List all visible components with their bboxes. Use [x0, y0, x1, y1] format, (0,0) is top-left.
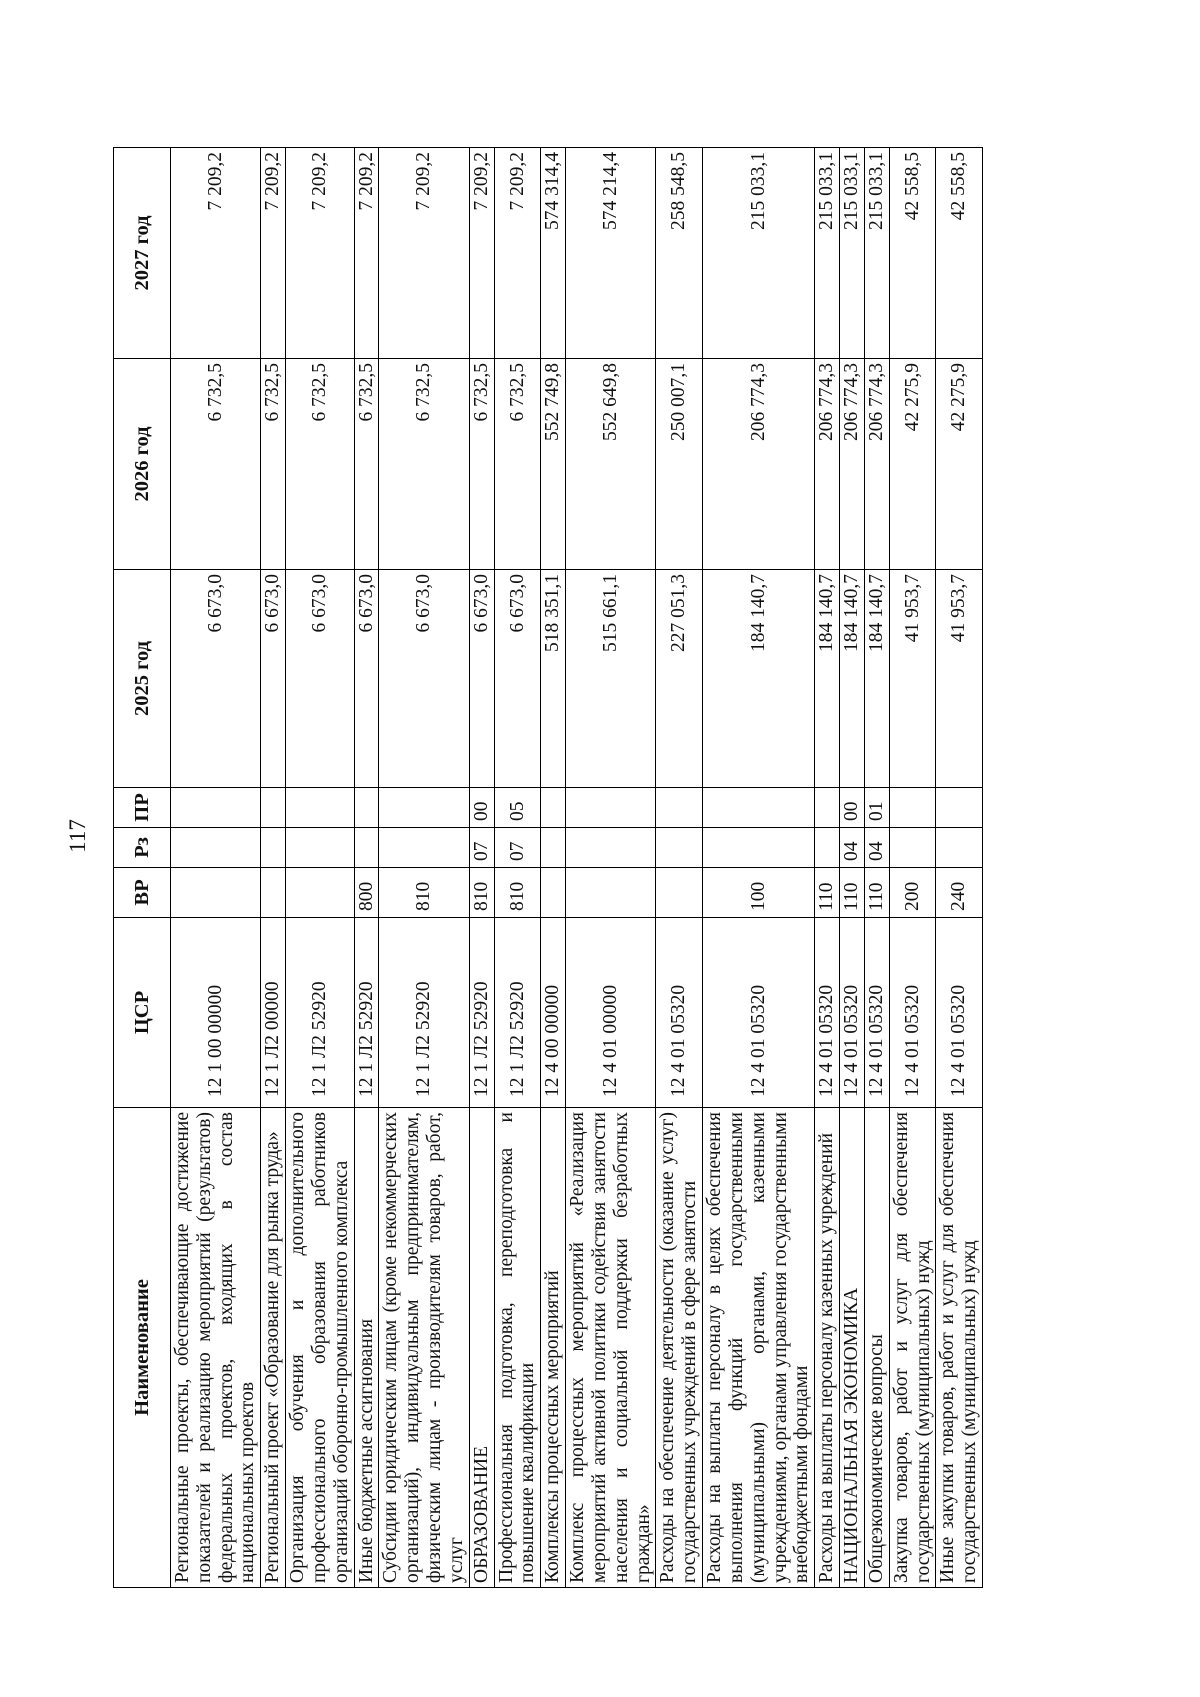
- row-pr: 05: [494, 788, 541, 828]
- row-vr: 100: [703, 868, 815, 918]
- row-rz: [354, 828, 379, 868]
- row-csr: 12 1 Л2 00000: [261, 918, 286, 1108]
- row-2025: 41 953,7: [889, 570, 936, 788]
- header-2025: 2025 год: [114, 570, 171, 788]
- row-2025: 184 140,7: [815, 570, 840, 788]
- table-row: [656, 148, 703, 1588]
- row-2026: 6 732,5: [494, 359, 541, 570]
- table-row: [494, 148, 541, 1588]
- row-vr: 110: [815, 868, 840, 918]
- row-2026: 552 649,8: [566, 359, 656, 570]
- table-header-row: [114, 148, 171, 1588]
- row-2026: 6 732,5: [469, 359, 494, 570]
- row-pr: [656, 788, 703, 828]
- table-row: [703, 148, 815, 1588]
- header-2027: 2027 год: [114, 148, 171, 359]
- row-name: НАЦИОНАЛЬНАЯ ЭКОНОМИКА: [840, 1108, 865, 1588]
- row-csr: 12 4 01 05320: [864, 918, 889, 1108]
- table-row: [541, 148, 566, 1588]
- row-name: Комплекс процессных мероприятий «Реализация мероприятий активной политики содействия занятости населения и социальной поддержки безработных граждан»: [566, 1108, 656, 1588]
- row-vr: 110: [840, 868, 865, 918]
- row-pr: [936, 788, 983, 828]
- row-name: Иные закупки товаров, работ и услуг для обеспечения государственных (муниципальных) нужд: [936, 1108, 983, 1588]
- row-rz: 07: [494, 828, 541, 868]
- row-2027: 7 209,2: [354, 148, 379, 359]
- header-name: Наименование: [114, 1108, 171, 1588]
- row-csr: 12 4 00 00000: [541, 918, 566, 1108]
- budget-table: [113, 147, 983, 1588]
- row-rz: [889, 828, 936, 868]
- row-2027: 42 558,5: [936, 148, 983, 359]
- table-row: [469, 148, 494, 1588]
- row-csr: 12 4 01 05320: [840, 918, 865, 1108]
- row-rz: [656, 828, 703, 868]
- row-pr: [171, 788, 261, 828]
- row-2025: 6 673,0: [379, 570, 469, 788]
- row-2025: 6 673,0: [261, 570, 286, 788]
- row-2027: 574 314,4: [541, 148, 566, 359]
- row-name: Субсидии юридическим лицам (кроме некоммерческих организаций), индивидуальным предпринимателям, физическим лицам - производителям товаров, работ, услуг: [379, 1108, 469, 1588]
- row-csr: 12 1 00 00000: [171, 918, 261, 1108]
- row-vr: [541, 868, 566, 918]
- row-2026: 6 732,5: [379, 359, 469, 570]
- row-rz: [566, 828, 656, 868]
- row-2027: 215 033,1: [703, 148, 815, 359]
- table-row: [936, 148, 983, 1588]
- row-vr: 110: [864, 868, 889, 918]
- row-pr: 00: [840, 788, 865, 828]
- row-2027: 7 209,2: [469, 148, 494, 359]
- page-number: 117: [65, 819, 90, 853]
- table-row: [354, 148, 379, 1588]
- row-2025: 515 661,1: [566, 570, 656, 788]
- row-vr: 240: [936, 868, 983, 918]
- row-rz: [541, 828, 566, 868]
- row-2025: 6 673,0: [171, 570, 261, 788]
- row-pr: 00: [469, 788, 494, 828]
- table-row: [566, 148, 656, 1588]
- header-2026: 2026 год: [114, 359, 171, 570]
- row-2025: 184 140,7: [864, 570, 889, 788]
- rotated-page-content: [113, 148, 1065, 1588]
- row-rz: [261, 828, 286, 868]
- row-2026: 6 732,5: [286, 359, 354, 570]
- row-2025: 184 140,7: [703, 570, 815, 788]
- row-vr: 800: [354, 868, 379, 918]
- row-csr: 12 1 Л2 52920: [379, 918, 469, 1108]
- row-2026: 6 732,5: [261, 359, 286, 570]
- row-2025: 227 051,3: [656, 570, 703, 788]
- row-pr: [566, 788, 656, 828]
- row-vr: [286, 868, 354, 918]
- header-pr: ПР: [114, 788, 171, 828]
- row-pr: [261, 788, 286, 828]
- table-row: [815, 148, 840, 1588]
- row-pr: [889, 788, 936, 828]
- row-pr: [815, 788, 840, 828]
- row-2026: 42 275,9: [936, 359, 983, 570]
- row-name: Закупка товаров, работ и услуг для обеспечения государственных (муниципальных) нужд: [889, 1108, 936, 1588]
- row-2025: 518 351,1: [541, 570, 566, 788]
- row-2027: 574 214,4: [566, 148, 656, 359]
- row-csr: 12 4 01 05320: [889, 918, 936, 1108]
- row-2025: 6 673,0: [354, 570, 379, 788]
- row-vr: 810: [494, 868, 541, 918]
- row-name: ОБРАЗОВАНИЕ: [469, 1108, 494, 1588]
- row-pr: [354, 788, 379, 828]
- table-row: [261, 148, 286, 1588]
- row-vr: 810: [469, 868, 494, 918]
- row-name: Региональные проекты, обеспечивающие достижение показателей и реализацию мероприятий (результатов) федеральных проектов, входящих в состав национальных проектов: [171, 1108, 261, 1588]
- row-vr: [656, 868, 703, 918]
- row-2027: 7 209,2: [494, 148, 541, 359]
- row-csr: 12 1 Л2 52920: [469, 918, 494, 1108]
- row-rz: 04: [840, 828, 865, 868]
- row-name: Профессиональная подготовка, переподготовка и повышение квалификации: [494, 1108, 541, 1588]
- row-2025: 6 673,0: [286, 570, 354, 788]
- row-name: Иные бюджетные ассигнования: [354, 1108, 379, 1588]
- row-2026: 6 732,5: [171, 359, 261, 570]
- row-2027: 258 548,5: [656, 148, 703, 359]
- row-name: Расходы на выплаты персоналу казенных учреждений: [815, 1108, 840, 1588]
- row-name: Региональный проект «Образование для рынка труда»: [261, 1108, 286, 1588]
- row-csr: 12 4 01 05320: [815, 918, 840, 1108]
- table-row: [286, 148, 354, 1588]
- row-rz: [703, 828, 815, 868]
- row-2027: 7 209,2: [379, 148, 469, 359]
- row-pr: [541, 788, 566, 828]
- row-2027: 7 209,2: [286, 148, 354, 359]
- header-csr: ЦСР: [114, 918, 171, 1108]
- row-name: Общеэкономические вопросы: [864, 1108, 889, 1588]
- row-rz: [286, 828, 354, 868]
- row-name: Организация обучения и дополнительного профессионального образования работников организаций оборонно-промышленного комплекса: [286, 1108, 354, 1588]
- row-rz: 07: [469, 828, 494, 868]
- row-csr: 12 1 Л2 52920: [286, 918, 354, 1108]
- row-2026: 250 007,1: [656, 359, 703, 570]
- row-2026: 552 749,8: [541, 359, 566, 570]
- table-row: [889, 148, 936, 1588]
- row-2027: 42 558,5: [889, 148, 936, 359]
- row-2026: 206 774,3: [703, 359, 815, 570]
- row-csr: 12 4 01 05320: [656, 918, 703, 1108]
- table-row: [171, 148, 261, 1588]
- row-rz: 04: [864, 828, 889, 868]
- row-vr: 200: [889, 868, 936, 918]
- row-pr: [286, 788, 354, 828]
- row-2026: 6 732,5: [354, 359, 379, 570]
- header-rz: Рз: [114, 828, 171, 868]
- row-csr: 12 4 01 05320: [936, 918, 983, 1108]
- row-2027: 215 033,1: [864, 148, 889, 359]
- row-2027: 215 033,1: [815, 148, 840, 359]
- row-2025: 6 673,0: [494, 570, 541, 788]
- header-vr: ВР: [114, 868, 171, 918]
- row-2026: 206 774,3: [815, 359, 840, 570]
- row-name: Комплексы процессных мероприятий: [541, 1108, 566, 1588]
- table-row: [379, 148, 469, 1588]
- row-rz: [379, 828, 469, 868]
- row-pr: [379, 788, 469, 828]
- row-2027: 215 033,1: [840, 148, 865, 359]
- row-2025: 6 673,0: [469, 570, 494, 788]
- row-name: Расходы на обеспечение деятельности (оказание услуг) государственных учреждений в сфере занятости: [656, 1108, 703, 1588]
- row-2026: 206 774,3: [864, 359, 889, 570]
- row-rz: [815, 828, 840, 868]
- row-2027: 7 209,2: [261, 148, 286, 359]
- row-vr: 810: [379, 868, 469, 918]
- row-2026: 42 275,9: [889, 359, 936, 570]
- row-2026: 206 774,3: [840, 359, 865, 570]
- row-2025: 184 140,7: [840, 570, 865, 788]
- row-name: Расходы на выплаты персоналу в целях обеспечения выполнения функций государственными (муниципальными) органами, казенными учреждениями, органами управления государственными внебюджетными фондами: [703, 1108, 815, 1588]
- row-pr: 01: [864, 788, 889, 828]
- row-pr: [703, 788, 815, 828]
- row-rz: [936, 828, 983, 868]
- row-rz: [171, 828, 261, 868]
- row-csr: 12 1 Л2 52920: [354, 918, 379, 1108]
- table-row: [864, 148, 889, 1588]
- table-row: [840, 148, 865, 1588]
- row-vr: [171, 868, 261, 918]
- row-csr: 12 4 01 00000: [566, 918, 656, 1108]
- row-2027: 7 209,2: [171, 148, 261, 359]
- row-csr: 12 4 01 05320: [703, 918, 815, 1108]
- row-vr: [261, 868, 286, 918]
- row-vr: [566, 868, 656, 918]
- row-csr: 12 1 Л2 52920: [494, 918, 541, 1108]
- row-2025: 41 953,7: [936, 570, 983, 788]
